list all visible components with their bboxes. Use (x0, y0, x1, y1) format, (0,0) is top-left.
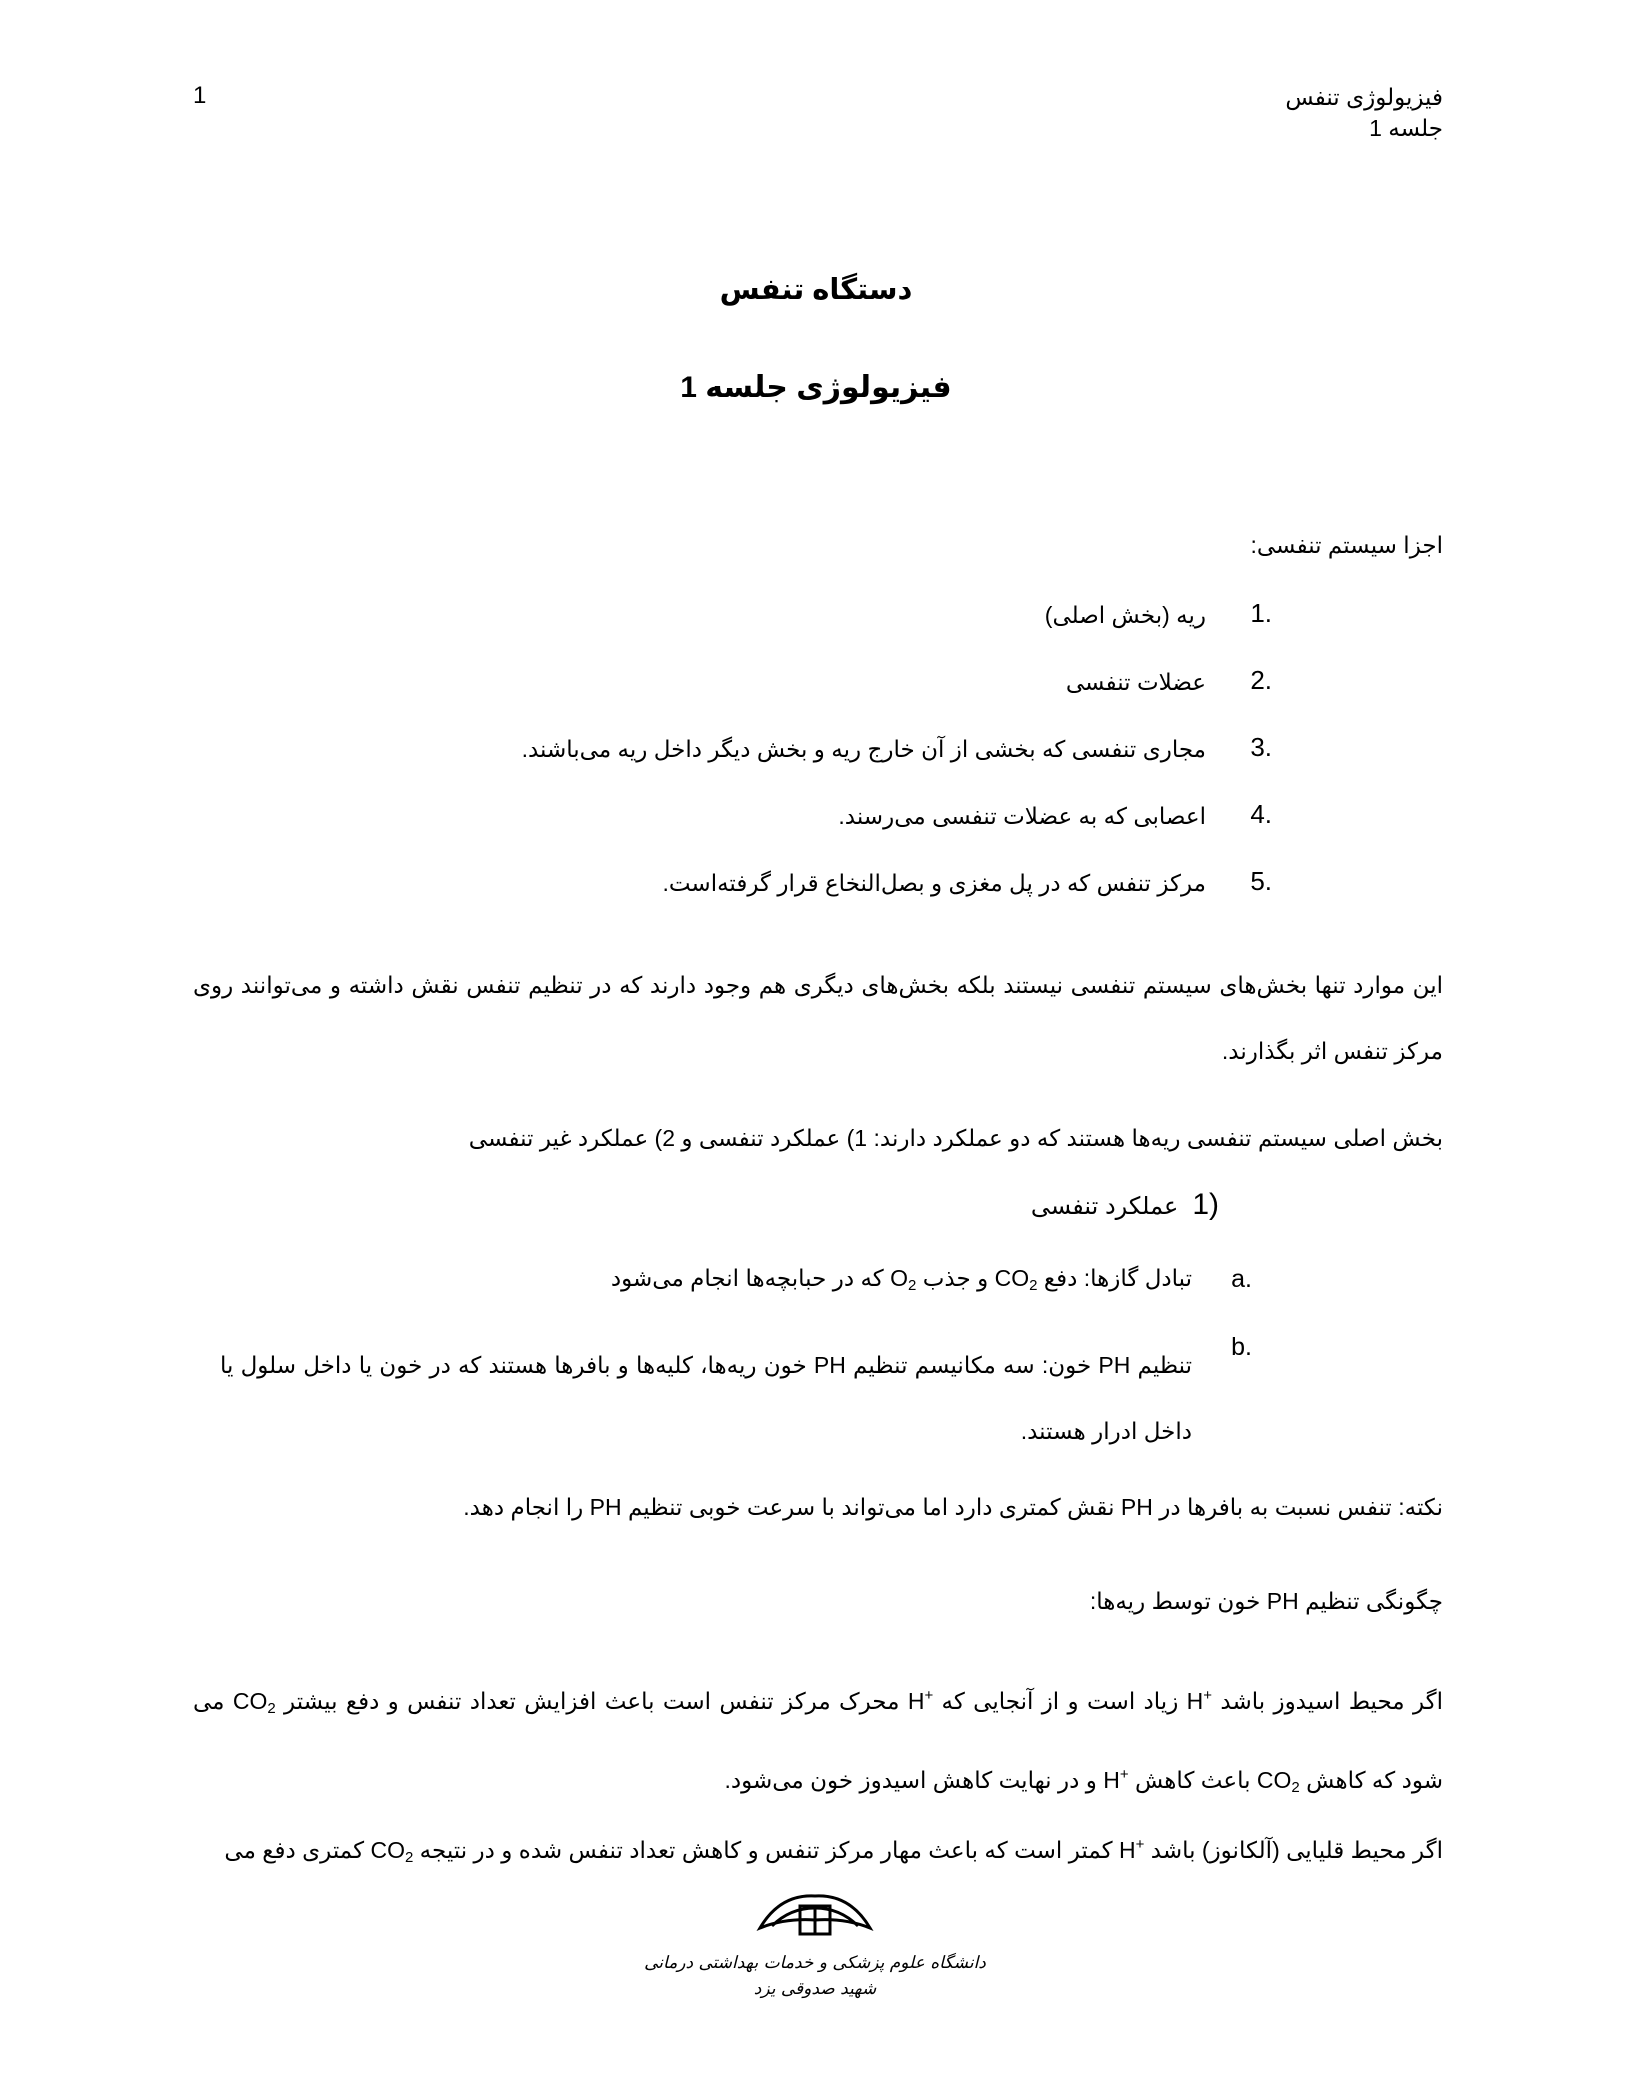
ion-charge: + (924, 1687, 934, 1704)
acidosis-paragraph (193, 1663, 1443, 1821)
alkalosis-paragraph (193, 1830, 1443, 1873)
formula-subscript: 2 (1291, 1779, 1300, 1796)
document-title: دستگاه تنفس (719, 274, 913, 306)
list-number: 2. (1250, 665, 1272, 695)
list-letter: a. (1231, 1265, 1252, 1293)
ion-charge: + (1135, 1836, 1145, 1853)
item-a-text: که در حبابچه‌ها انجام می‌شود (610, 1265, 891, 1291)
ion-charge: + (1119, 1766, 1129, 1783)
list-item-a (220, 1265, 1252, 1294)
co2-formula (232, 1688, 276, 1717)
formula-base: CO (370, 1837, 405, 1863)
co2-formula (370, 1837, 414, 1866)
ion-base: H (1103, 1767, 1120, 1793)
running-header (1285, 82, 1443, 144)
paragraph-other-parts: این موارد تنها بخش‌های سیستم تنفسی نیستند بلکه بخش‌های دیگری هم وجود دارند که در تنظیم تنفس نقش داشته و می‌توانند روی مرکز تنفس اثر بگذارند. (193, 972, 1443, 1064)
ion-base: H (1118, 1837, 1136, 1863)
formula-subscript: 2 (404, 1849, 414, 1866)
paragraph-text: باعث کاهش (1128, 1767, 1257, 1793)
paragraph-text: و در نهایت کاهش اسیدوز خون می‌شود. (724, 1767, 1104, 1793)
formula-base: O (890, 1265, 909, 1291)
logo-line-1: دانشگاه علوم پزشکی و خدمات بهداشتی درمانی (644, 1953, 986, 1973)
respiratory-function-heading (1031, 1188, 1219, 1222)
item-b-text: تنظیم PH خون: سه مکانیسم تنظیم PH خون ریه‌ها، کلیه‌ها و بافرها هستند که در خون یا داخل سلول یا داخل ادرار هستند. (220, 1352, 1192, 1444)
note-paragraph: نکته: تنفس نسبت به بافرها در PH نقش کمتری دارد اما می‌تواند با سرعت خوبی تنظیم PH را انجام دهد. (463, 1494, 1443, 1520)
list-item (372, 732, 1272, 803)
list-letter: b. (1231, 1333, 1252, 1361)
formula-subscript: 2 (267, 1700, 276, 1717)
logo-line-2: شهید صدوقی یزد (753, 1979, 877, 1999)
respiratory-function-number: 1) (1192, 1188, 1219, 1221)
document-subtitle: فیزیولوژی جلسه 1 (680, 371, 952, 404)
h-ion (1119, 1837, 1144, 1863)
paragraph-text: کمتر است که باعث مهار مرکز تنفس و کاهش تعداد تنفس شده و در نتیجه (413, 1837, 1119, 1863)
formula-base: CO (1256, 1767, 1292, 1793)
paragraph-lung-functions: بخش اصلی سیستم تنفسی ریه‌ها هستند که دو عملکرد دارند: 1) عملکرد تنفسی و 2) عملکرد غیر تنفسی (468, 1125, 1443, 1151)
item-a-text: و جذب (916, 1265, 995, 1291)
item-a-text: تبادل گازها: دفع (1037, 1265, 1192, 1291)
header-session: جلسه 1 (1369, 115, 1443, 141)
list-item-b (220, 1332, 1252, 1464)
ion-base: H (907, 1688, 925, 1714)
ph-heading: چگونگی تنظیم PH خون توسط ریه‌ها: (1089, 1588, 1443, 1614)
paragraph-text: زیاد است و از آنجایی که (933, 1688, 1187, 1714)
formula-base: CO (994, 1265, 1030, 1291)
components-heading: اجزا سیستم تنفسی: (1250, 532, 1443, 558)
header-course: فیزیولوژی تنفس (1285, 84, 1443, 110)
formula-subscript: 2 (908, 1277, 917, 1294)
list-item-text: مرکز تنفس که در پل مغزی و بصل‌النخاع قرار گرفته‌است. (662, 870, 1206, 896)
ion-charge: + (1203, 1687, 1213, 1704)
formula-base: CO (232, 1688, 268, 1714)
list-number: 5. (1250, 866, 1272, 896)
h-ion (1187, 1688, 1212, 1714)
list-item (372, 665, 1272, 736)
list-item-text: مجاری تنفسی که بخشی از آن خارج ریه و بخش دیگر داخل ریه می‌باشند. (521, 736, 1206, 762)
list-item-text: ریه (بخش اصلی) (1044, 602, 1206, 628)
university-logo (640, 1888, 990, 2008)
paragraph-text: اگر محیط اسیدوز باشد (1212, 1688, 1443, 1714)
list-item (372, 799, 1272, 870)
list-item-text: اعصابی که به عضلات تنفسی می‌رسند. (838, 803, 1206, 829)
ion-base: H (1186, 1688, 1204, 1714)
list-number: 3. (1250, 732, 1272, 762)
paragraph-text: می شود که کاهش (193, 1688, 1443, 1793)
co2-formula (1256, 1767, 1300, 1796)
paragraph-text: کمتری دفع می (224, 1837, 371, 1863)
paragraph-text: محرک مرکز تنفس است باعث افزایش تعداد تنفس و دفع بیشتر (275, 1688, 908, 1714)
h-ion (1103, 1767, 1128, 1793)
h-ion (908, 1688, 933, 1714)
o2-formula (890, 1265, 917, 1294)
list-item (372, 598, 1272, 669)
paragraph-text: اگر محیط قلیایی (آلکانوز) باشد (1144, 1837, 1443, 1863)
page-number: 1 (193, 82, 207, 109)
respiratory-function-label: عملکرد تنفسی (1030, 1193, 1179, 1220)
list-number: 4. (1250, 799, 1272, 829)
formula-subscript: 2 (1029, 1277, 1038, 1294)
list-item-text: عضلات تنفسی (1065, 669, 1206, 695)
list-item (372, 866, 1272, 937)
co2-formula (994, 1265, 1038, 1294)
components-list (372, 598, 1272, 937)
list-number: 1. (1250, 598, 1272, 628)
